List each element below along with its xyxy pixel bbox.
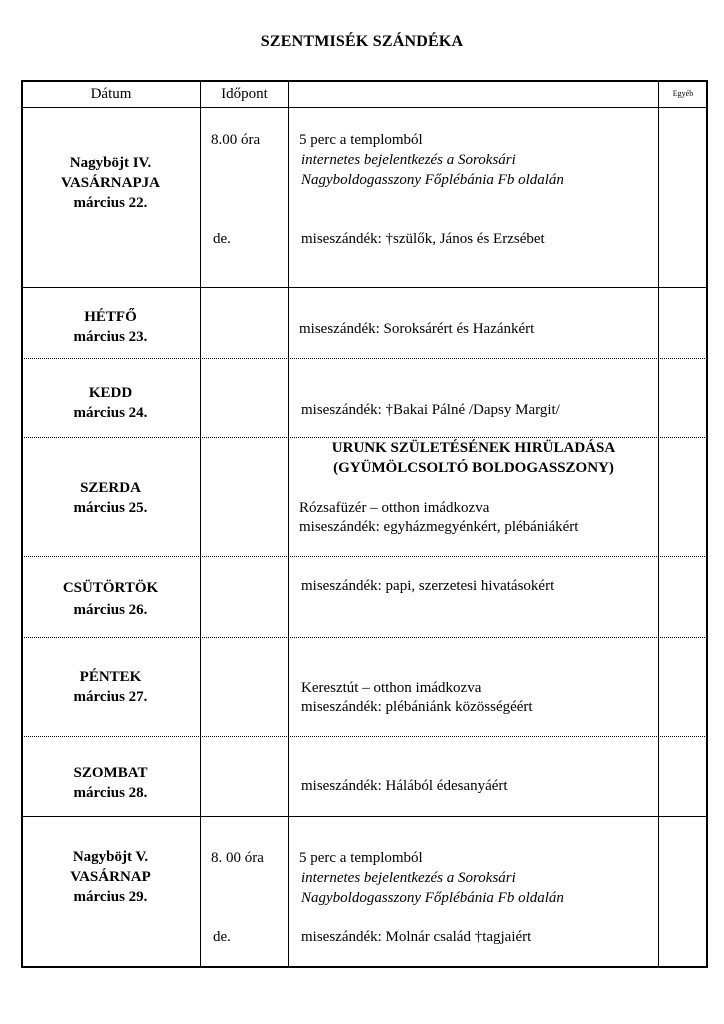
intention-line: miseszándék: †szülők, János és Erzsébet [301,231,545,247]
feast-title: URUNK SZÜLETÉSÉNEK HIRÜLADÁSA [331,440,616,456]
column-divider-time [288,81,289,967]
row-divider [22,736,707,737]
day-label: KEDD március 24. [73,385,148,421]
mass-time: 8.00 óra [211,132,261,148]
day-label: SZERDA március 25. [73,480,148,516]
day-label: CSÜTÖRTÖK március 26. [62,580,159,618]
intention-line: miseszándék: plébániánk közösségéért [301,699,533,715]
intention-line: 5 perc a templomból [299,132,423,148]
intention-line: miseszándék: Soroksárért és Hazánkért [299,321,535,337]
day-label: HÉTFŐ március 23. [73,309,148,345]
intention-line: internetes bejelentkezés a Soroksári [301,152,516,168]
intention-line: Keresztút – otthon imádkozva [301,680,482,696]
intention-line: miseszándék: †Bakai Pálné /Dapsy Margit/ [301,402,560,418]
day-label: Nagyböjt V. VASÁRNAP március 29. [70,849,151,905]
row-divider [22,358,707,359]
intention-line: miseszándék: Molnár család †tagjaiért [301,929,532,945]
day-label: SZOMBAT március 28. [73,765,148,801]
mass-time: 8. 00 óra [211,850,264,866]
row-divider [22,556,707,557]
intention-line: miseszándék: Hálából édesanyáért [301,778,508,794]
row-divider [22,816,707,817]
intention-line: 5 perc a templomból [299,850,423,866]
feast-title: (GYÜMÖLCSOLTÓ BOLDOGASSZONY) [333,460,614,476]
header-date: Dátum [90,86,132,102]
mass-time: de. [213,929,231,945]
intention-line: Nagyboldogasszony Főplébánia Fb oldalán [301,172,564,188]
intention-line: miseszándék: egyházmegyénkért, plébániákért [299,519,579,535]
intention-line: Nagyboldogasszony Főplébánia Fb oldalán [301,890,564,906]
intention-line: miseszándék: papi, szerzetesi hivatásokért [301,578,555,594]
column-divider-date [200,81,201,967]
intention-line: Rózsafüzér – otthon imádkozva [299,500,490,516]
day-label: PÉNTEK március 27. [73,669,148,705]
page-title: SZENTMISÉK SZÁNDÉKA [260,33,464,50]
header-time: Időpont [221,86,268,102]
mass-time: de. [213,231,231,247]
intention-line: internetes bejelentkezés a Soroksári [301,870,516,886]
day-label: Nagyböjt IV. VASÁRNAPJA március 22. [61,155,160,211]
header-other: Egyéb [672,89,694,98]
row-divider [22,637,707,638]
row-divider [22,287,707,288]
header-divider [22,107,707,108]
column-divider-other [658,81,659,967]
